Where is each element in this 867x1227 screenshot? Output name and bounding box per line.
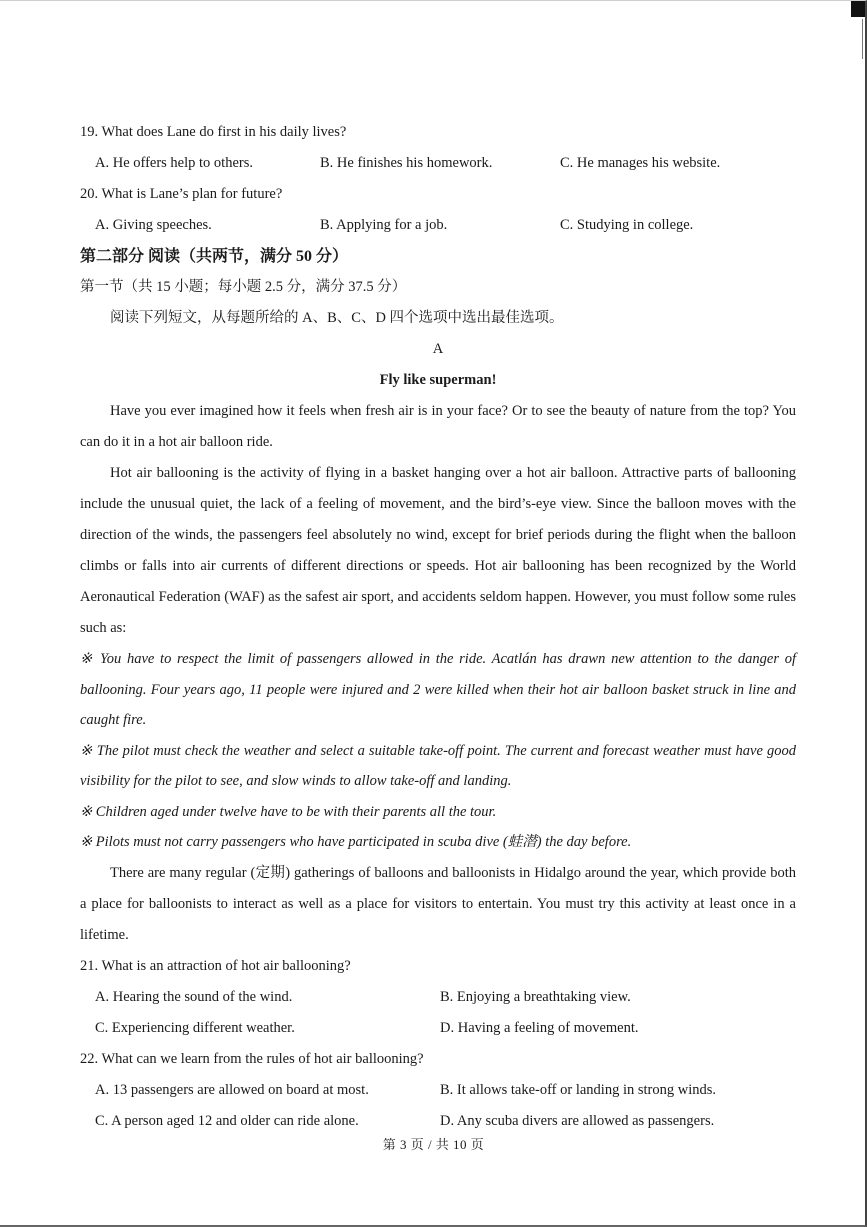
question-22: 22. What can we learn from the rules of hot air ballooning? xyxy=(80,1050,424,1067)
q21-option-d: D. Having a feeling of movement. xyxy=(440,1019,639,1036)
rule-passenger-limit: ※ You have to respect the limit of passengers allowed in the ride. Acatlán has drawn new attention to the danger of ballooning. Four years ago, 11 people were injured and 2 were killed when their hot air balloon basket struck in line and caught fire. xyxy=(80,651,796,728)
passage-letter: A xyxy=(432,341,444,357)
passage-paragraph-2: Hot air ballooning is the activity of flying in a basket hanging over a hot air balloon. Attractive parts of ballooning include the unusual quiet, the lack of a feeling of movement, and the bird’s-eye view. Since the balloon moves with the direction of the winds, the passengers feel absolutely no wind, except for brief periods during the flight when the balloon climbs or falls into air currents of different directions or speeds. Hot air ballooning has been recognized by the World Aeronautical Federation (WAF) as the safest air sport, and accidents seldom happen. However, you must follow some rules such as: xyxy=(80,465,796,636)
scan-edge-mark xyxy=(851,1,865,17)
q22-option-a: A. 13 passengers are allowed on board at most. xyxy=(95,1081,369,1098)
q20-option-a: A. Giving speeches. xyxy=(95,217,212,233)
reading-instruction: 阅读下列短文，从每题所给的 A、B、C、D 四个选项中选出最佳选项。 xyxy=(110,310,564,326)
question-19: 19. What does Lane do first in his daily lives? xyxy=(80,124,347,140)
rule-scuba-divers: ※ Pilots must not carry passengers who have participated in scuba dive (蛙潜) the day before. xyxy=(80,834,632,850)
question-21-options-ab xyxy=(80,982,796,1013)
question-21-options-cd xyxy=(80,1013,796,1044)
rule-children: ※ Children aged under twelve have to be with their parents all the tour. xyxy=(80,803,497,820)
passage-paragraph-1: Have you ever imagined how it feels when fresh air is in your face? Or to see the beauty of nature from the top? You can do it in a hot air balloon ride. xyxy=(80,403,796,450)
q19-option-a: A. He offers help to others. xyxy=(95,155,253,171)
q19-option-b: B. He finishes his homework. xyxy=(320,155,493,171)
q22-option-b: B. It allows take-off or landing in strong winds. xyxy=(440,1081,717,1098)
rule-weather-check: ※ The pilot must check the weather and select a suitable take-off point. The current and forecast weather must have good visibility for the pilot to see, and slow winds to allow take-off and landing. xyxy=(80,742,796,789)
question-20-options xyxy=(80,210,796,241)
section-one-heading: 第一节（共 15 小题；每小题 2.5 分，满分 37.5 分） xyxy=(80,279,407,295)
scan-edge-line xyxy=(859,19,863,59)
question-22-options-ab xyxy=(80,1075,796,1106)
q20-option-b: B. Applying for a job. xyxy=(320,217,448,233)
page-content xyxy=(80,117,796,1137)
q22-option-c: C. A person aged 12 and older can ride alone. xyxy=(95,1112,359,1129)
part-two-title: 第二部分 阅读（共两节，满分 50 分） xyxy=(80,248,349,265)
q21-option-c: C. Experiencing different weather. xyxy=(95,1019,295,1036)
q22-option-d: D. Any scuba divers are allowed as passengers. xyxy=(440,1112,715,1129)
q21-option-a: A. Hearing the sound of the wind. xyxy=(95,988,293,1005)
passage-title: Fly like superman! xyxy=(379,372,497,388)
q19-option-c: C. He manages his website. xyxy=(560,155,721,171)
page-number: 第 3 页 / 共 10 页 xyxy=(382,1137,485,1152)
passage-paragraph-3: There are many regular (定期) gatherings of balloons and balloonists in Hidalgo around the year, which provide both a place for balloonists to interact as well as a place for visitors to entertain. You must try this activity at least once in a lifetime. xyxy=(80,864,796,943)
q21-option-b: B. Enjoying a breathtaking view. xyxy=(440,988,631,1005)
q20-option-c: C. Studying in college. xyxy=(560,217,694,233)
question-19-options xyxy=(80,148,796,179)
question-22-options-cd xyxy=(80,1106,796,1137)
question-20: 20. What is Lane’s plan for future? xyxy=(80,186,283,202)
question-21: 21. What is an attraction of hot air ballooning? xyxy=(80,957,351,974)
